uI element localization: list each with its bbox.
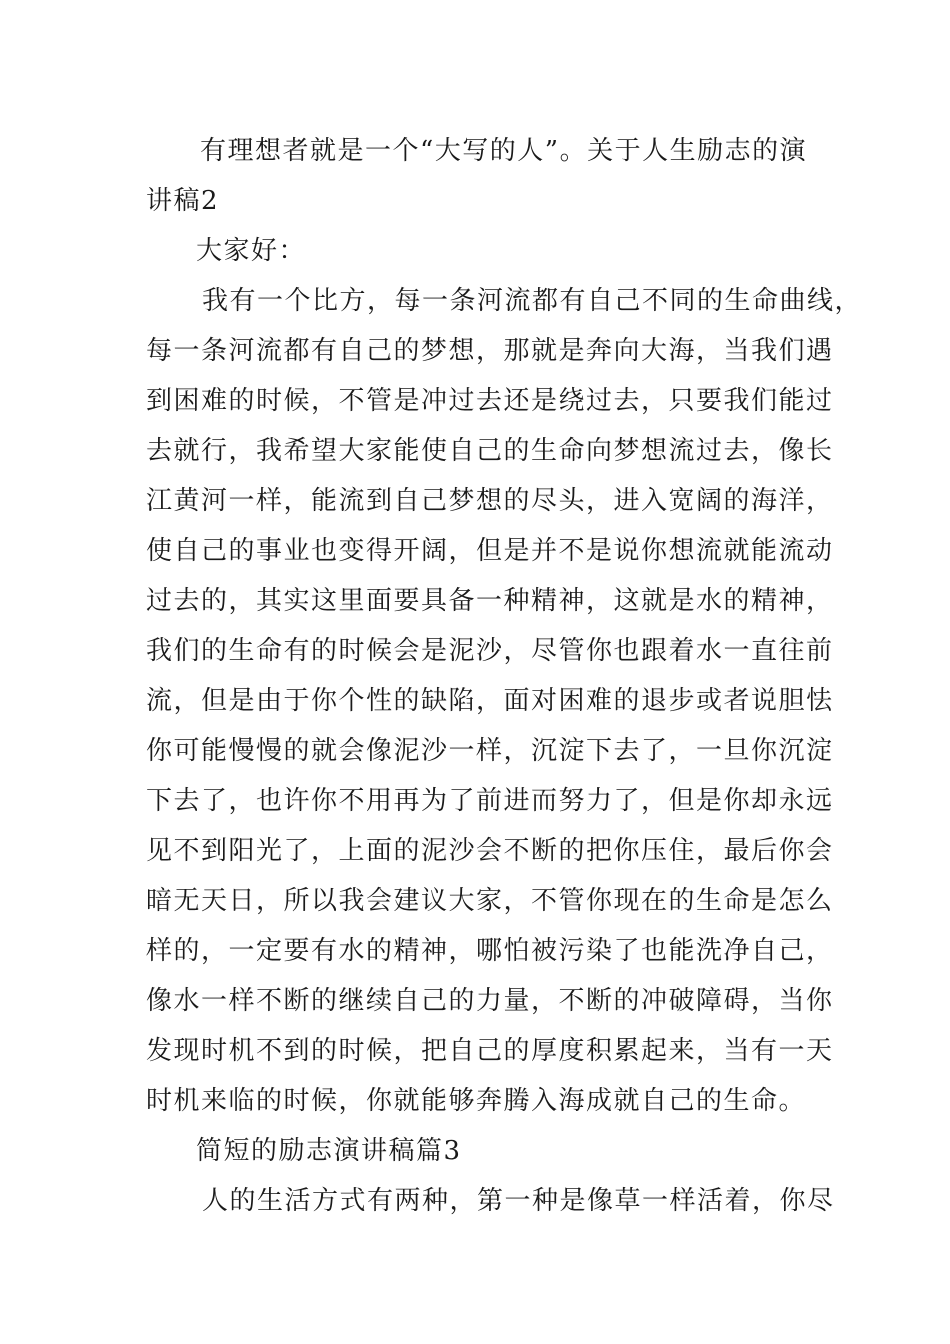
text-line: 每一条河流都有自己的梦想，那就是奔向大海，当我们遇: [146, 336, 834, 366]
text-line: 像水一样不断的继续自己的力量，不断的冲破障碍，当你: [146, 986, 834, 1016]
text-line: 你可能慢慢的就会像泥沙一样，沉淀下去了，一旦你沉淀: [146, 736, 834, 766]
greeting: 大家好：: [196, 236, 307, 266]
text-line: 流，但是由于你个性的缺陷，面对困难的退步或者说胆怯: [146, 686, 834, 716]
text-line: 我们的生命有的时候会是泥沙，尽管你也跟着水一直往前: [146, 636, 834, 666]
text-line: 时机来临的时候，你就能够奔腾入海成就自己的生命。: [146, 1086, 807, 1116]
section-heading: 简短的励志演讲稿篇3: [196, 1136, 462, 1166]
text-line: 发现时机不到的时候，把自己的厚度积累起来，当有一天: [146, 1036, 834, 1066]
text-line: 人的生活方式有两种，第一种是像草一样活着，你尽: [202, 1186, 835, 1216]
text-line: 样的，一定要有水的精神，哪怕被污染了也能洗净自己，: [146, 936, 834, 966]
text-line: 我有一个比方，每一条河流都有自己不同的生命曲线，: [202, 286, 863, 316]
text-line: 过去的，其实这里面要具备一种精神，这就是水的精神，: [146, 586, 834, 616]
document-body: [146, 126, 863, 1226]
paragraph-river: [146, 276, 863, 1126]
text-line: 有理想者就是一个“大写的人”。关于人生励志的演: [200, 136, 808, 166]
text-line: 去就行，我希望大家能使自己的生命向梦想流过去，像长: [146, 436, 834, 466]
text-line: 下去了，也许你不用再为了前进而努力了，但是你却永远: [146, 786, 834, 816]
text-line: 暗无天日，所以我会建议大家，不管你现在的生命是怎么: [146, 886, 834, 916]
paragraph-ideal: [146, 126, 816, 226]
paragraph-grass: [146, 1176, 835, 1226]
text-line: 见不到阳光了，上面的泥沙会不断的把你压住，最后你会: [146, 836, 834, 866]
text-line: 讲稿2: [146, 186, 220, 216]
text-line: 江黄河一样，能流到自己梦想的尽头，进入宽阔的海洋，: [146, 486, 834, 516]
text-line: 使自己的事业也变得开阔，但是并不是说你想流就能流动: [146, 536, 834, 566]
text-line: 到困难的时候，不管是冲过去还是绕过去，只要我们能过: [146, 386, 834, 416]
